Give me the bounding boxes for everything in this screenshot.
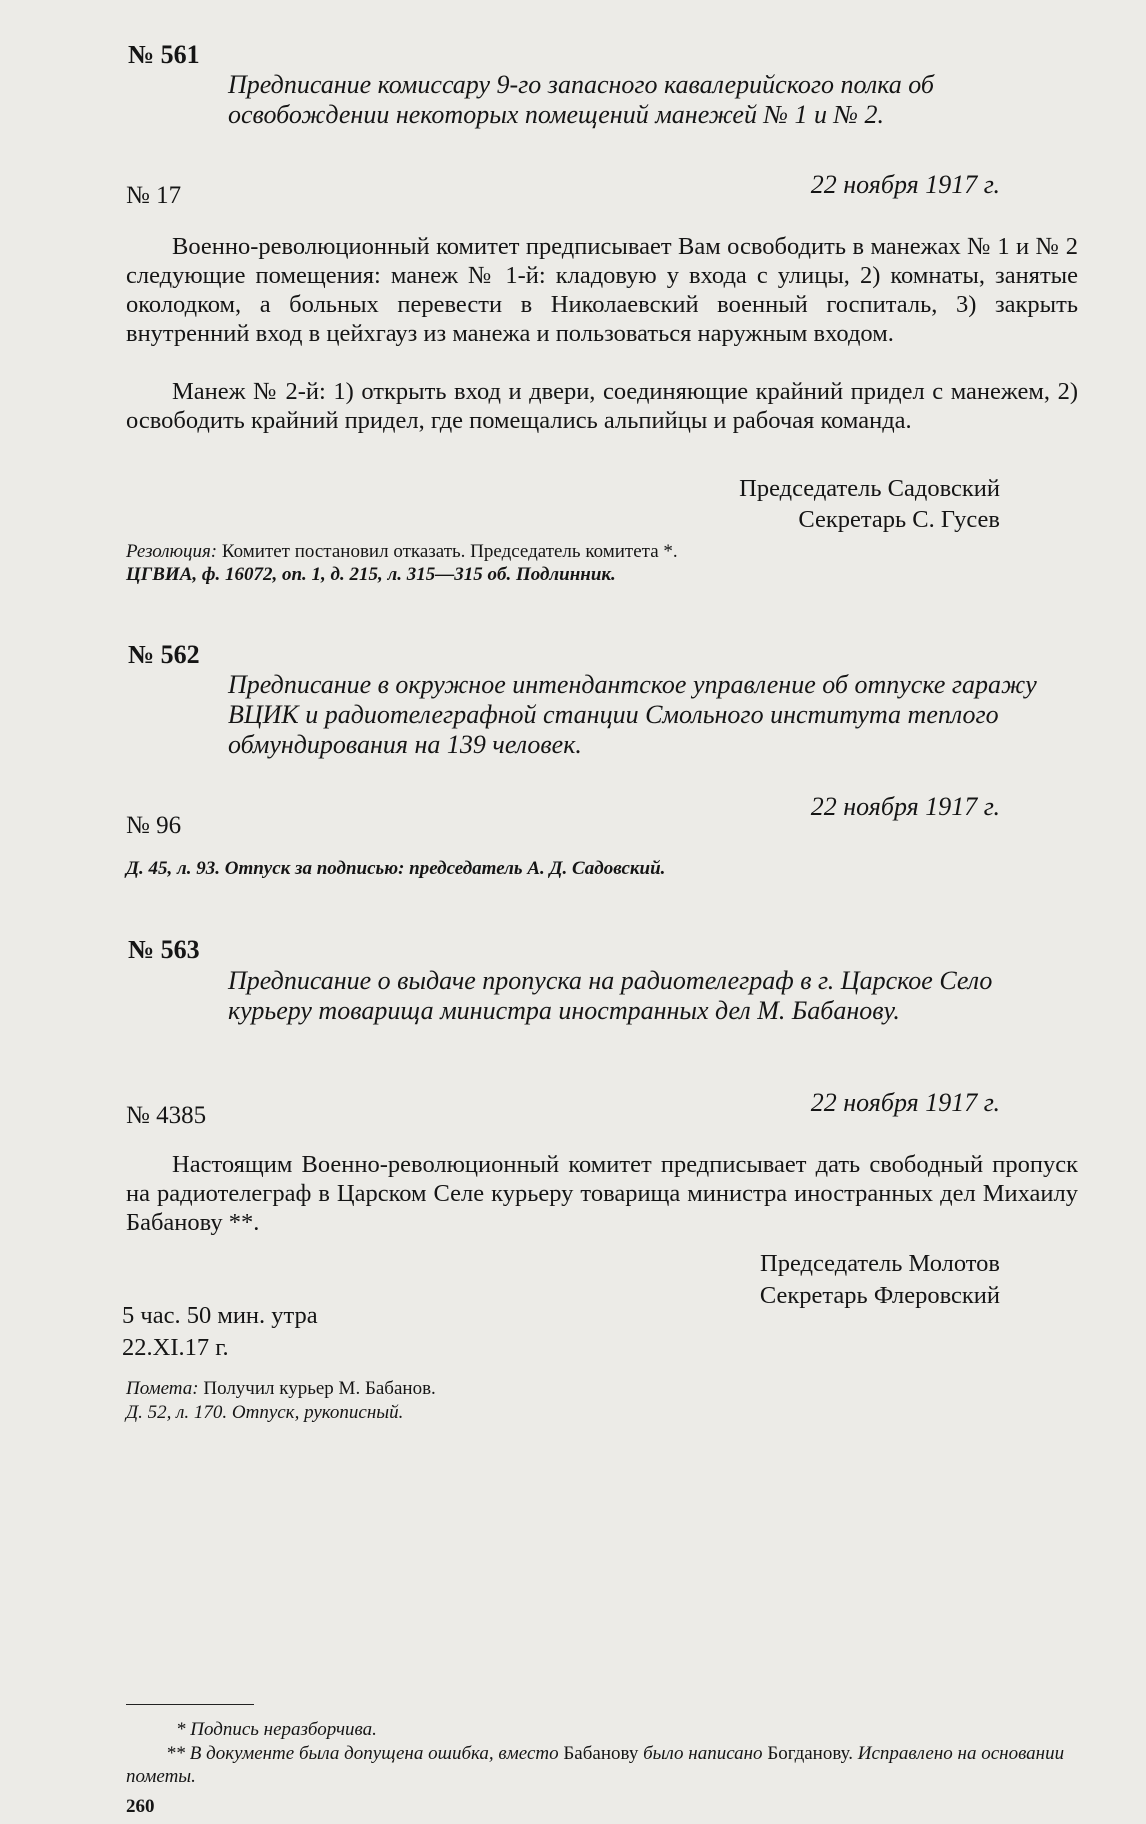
footnote-2-part-b: Бабанову xyxy=(563,1743,639,1764)
footnote-2-part-c: было написано xyxy=(638,1743,768,1764)
doc-563-title: Предписание о выдаче пропуска на радиотелеграф в г. Царское Село курьеру товарища министра иностранных дел М. Бабанову. xyxy=(228,966,993,1025)
doc-561-source: ЦГВИА, ф. 16072, оп. 1, д. 215, л. 315—315 об. Подлинник. xyxy=(126,564,616,585)
doc-561-signature-chairman: Председатель Садовский xyxy=(739,475,1000,502)
footnote-2 xyxy=(126,1742,1076,1788)
doc-561-reg-number: № 17 xyxy=(126,182,182,209)
doc-563-date: 22 ноября 1917 г. xyxy=(810,1088,1000,1117)
doc-561-paragraph-1: Военно-революционный комитет предписывает Вам освободить в манежах № 1 и № 2 следующие помещения: манеж № 1-й: кладовую у входа с улицы, 2) комнаты, занятые околодком, а больных перевести в Николаевский военный госпиталь, 3) закрыть внутренний вход в цейхгауз из манежа и пользоваться наружным входом. xyxy=(126,233,1078,347)
doc-562-source: Д. 45, л. 93. Отпуск за подписью: председатель А. Д. Садовский. xyxy=(126,858,666,879)
doc-561-signature-secretary: Секретарь С. Гусев xyxy=(798,506,1000,533)
footnote-1 xyxy=(126,1718,1076,1741)
footnote-2-part-a: ** В документе была допущена ошибка, вместо xyxy=(166,1743,564,1764)
resolution-text: Комитет постановил отказать. Председатель комитета *. xyxy=(217,541,678,562)
doc-563-mark xyxy=(126,1378,436,1400)
doc-561-resolution xyxy=(126,541,678,563)
resolution-label: Резолюция: xyxy=(126,541,218,562)
doc-562-date: 22 ноября 1917 г. xyxy=(810,792,1000,821)
doc-563-source: Д. 52, л. 170. Отпуск, рукописный. xyxy=(126,1402,404,1423)
footnote-1-text: * Подпись неразборчива. xyxy=(176,1719,377,1740)
doc-561-number: № 561 xyxy=(128,40,200,69)
doc-563-date-short: 22.XI.17 г. xyxy=(122,1334,229,1361)
doc-563-reg-number: № 4385 xyxy=(126,1102,207,1129)
doc-563-signature-chairman: Председатель Молотов xyxy=(760,1250,1000,1277)
doc-563-signature-secretary: Секретарь Флеровский xyxy=(759,1282,1000,1309)
doc-562-reg-number: № 96 xyxy=(126,812,182,839)
footnote-2-part-d: Богданову. xyxy=(767,1743,854,1764)
mark-text: Получил курьер М. Бабанов. xyxy=(198,1378,436,1399)
doc-563-number: № 563 xyxy=(128,935,200,964)
doc-561-date: 22 ноября 1917 г. xyxy=(810,170,1000,199)
doc-561-title: Предписание комиссару 9-го запасного кавалерийского полка об освобождении некоторых помещений манежей № 1 и № 2. xyxy=(228,70,934,129)
doc-562-number: № 562 xyxy=(128,640,200,669)
mark-label: Помета: xyxy=(126,1378,199,1399)
footnote-rule xyxy=(126,1704,254,1705)
doc-563-paragraph-1: Настоящим Военно-революционный комитет предписывает дать свободный пропуск на радиотелеграф в Царском Селе курьеру товарища министра иностранных дел Михаилу Бабанову **. xyxy=(126,1151,1078,1236)
doc-562-title: Предписание в окружное интендантское управление об отпуске гаражу ВЦИК и радиотелеграфной станции Смольного института теплого обмундирования на 139 человек. xyxy=(228,670,1037,759)
footnote-2-part-e: Исправлено на основании пометы. xyxy=(126,1743,1065,1787)
doc-561-paragraph-2: Манеж № 2-й: 1) открыть вход и двери, соединяющие крайний придел с манежем, 2) освободить крайний придел, где помещались альпийцы и рабочая команда. xyxy=(126,378,1078,434)
page-number: 260 xyxy=(126,1796,155,1817)
doc-563-time: 5 час. 50 мин. утра xyxy=(122,1302,318,1329)
